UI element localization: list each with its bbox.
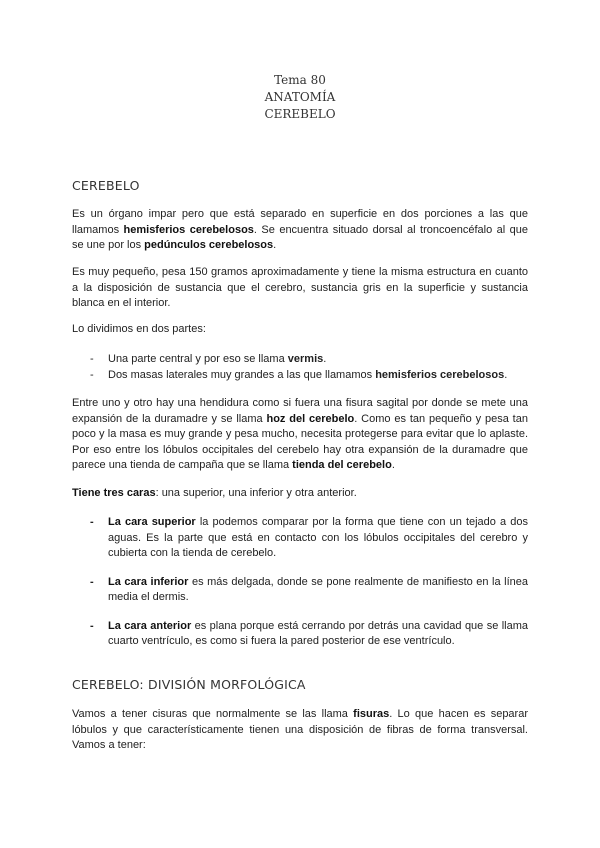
parts-list bbox=[90, 352, 528, 383]
dash-bullet: - bbox=[90, 516, 94, 528]
chapter-title: CEREBELO bbox=[264, 107, 336, 121]
subject-title: ANATOMÍA bbox=[264, 90, 336, 104]
bold-term: La cara superior bbox=[108, 516, 196, 528]
paragraph-intro: Es un órgano impar pero que está separado en superficie en dos porciones a las que llamamos hemisferios cerebelosos. Se encuentra situado dorsal al troncoencéfalo al que se une por los pedúnculos cerebelosos. bbox=[72, 208, 528, 251]
bold-term: Tiene tres caras bbox=[72, 487, 156, 499]
list-item: - La cara superior la podemos comparar por la forma que tiene con un tejado a dos aguas. Es la parte que está en contacto con los lóbulos occipitales del cerebro y cubierta con la tienda de cerebelo. bbox=[90, 516, 528, 559]
bold-term: tienda del cerebelo bbox=[292, 459, 392, 471]
paragraph-faces-intro: Tiene tres caras: una superior, una inferior y otra anterior. bbox=[72, 487, 357, 499]
dash-bullet: - bbox=[90, 619, 94, 632]
paragraph-fisuras: Vamos a tener cisuras que normalmente se las llama fisuras. Lo que hacen es separar lóbulos y que característicamente tienen una disposición de fibras de forma transversal. Vamos a tener: bbox=[72, 708, 528, 751]
paragraph-parts-intro: Lo dividimos en dos partes: bbox=[72, 323, 206, 335]
bold-term: pedúnculos cerebelosos bbox=[144, 239, 274, 251]
document-title-block bbox=[0, 72, 600, 123]
bold-term: hoz del cerebelo bbox=[266, 412, 355, 425]
bold-term: La cara anterior bbox=[108, 619, 192, 632]
bold-term: La cara inferior bbox=[108, 575, 189, 588]
paragraph-size: Es muy pequeño, pesa 150 gramos aproximadamente y tiene la misma estructura en cuanto a la disposición de sustancia que el cerebro, sustancia gris en la superficie y sustancia blanca en el interior. bbox=[72, 266, 528, 309]
dash-bullet: - bbox=[90, 368, 94, 381]
section-heading-division: CEREBELO: DIVISIÓN MORFOLÓGICA bbox=[72, 677, 306, 692]
section-heading-cerebelo: CEREBELO bbox=[72, 178, 140, 193]
list-item: - La cara anterior es plana porque está cerrando por detrás una cavidad que se llama cuarto ventrículo, es como si fuera la pared posterior de ese ventrículo. bbox=[90, 619, 528, 647]
bold-term: vermis bbox=[287, 353, 324, 365]
list-item: - La cara inferior es más delgada, donde se pone realmente de manifiesto en la línea media el dermis. bbox=[90, 575, 529, 603]
bold-term: hemisferios cerebelosos bbox=[375, 368, 505, 381]
list-item: - Dos masas laterales muy grandes a las que llamamos hemisferios cerebelosos. bbox=[90, 368, 528, 384]
faces-list bbox=[90, 515, 528, 663]
topic-number: Tema 80 bbox=[274, 73, 326, 87]
dash-bullet: - bbox=[90, 353, 94, 365]
bold-term: hemisferios cerebelosos bbox=[123, 223, 254, 236]
paragraph-hoz: Entre uno y otro hay una hendidura como si fuera una fisura sagital por donde se mete una expansión de la duramadre y se llama hoz del cerebelo. Como es tan pequeño y pesa tan poco y la masa es muy grande y pesa mucho, necesita protegerse para evitar que lo aplaste. Por eso entre los lóbulos occipitales del cerebelo hay otra expansión de la duramadre que parece una tienda de campaña que se llama tienda del cerebelo. bbox=[72, 397, 528, 471]
list-item: - Una parte central y por eso se llama vermis. bbox=[90, 352, 528, 368]
dash-bullet: - bbox=[90, 575, 94, 588]
bold-term: fisuras bbox=[353, 708, 390, 720]
